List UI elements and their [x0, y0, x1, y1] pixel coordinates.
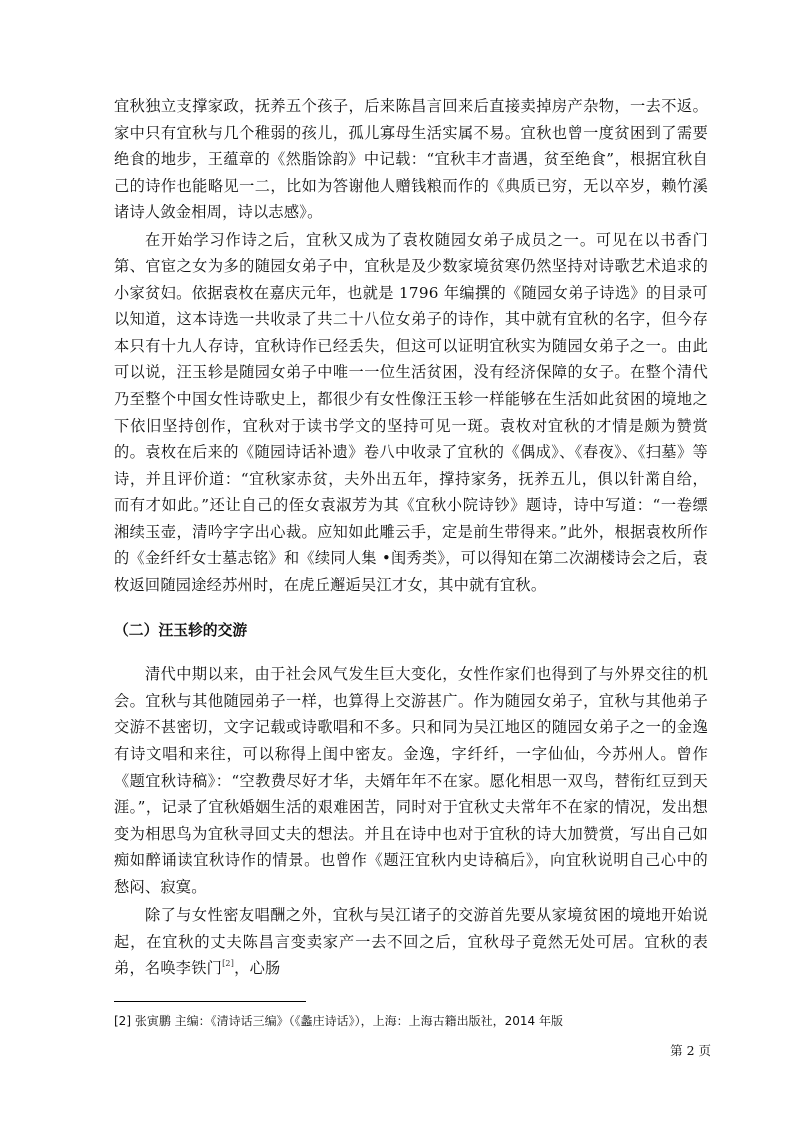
- footnote: [2] 张寅鹏 主编：《清诗话三编》（《蠡庄诗话》），上海：上海古籍出版社，2014 年版: [114, 1014, 563, 1028]
- paragraph-4-text: 除了与女性密友唱酬之外，宜秋与吴江诸子的交游首先要从家境贫困的境地开始说起，在宜秋的丈夫陈昌言变卖家产一去不回之后，宜秋母子竟然无处可居。宜秋的表弟，名唤李铁门: [114, 906, 708, 978]
- section-heading: （二）汪玉轸的交游: [114, 622, 248, 640]
- footnote-divider: [114, 1001, 306, 1002]
- body-text: [114, 93, 708, 982]
- paragraph-1: 宜秋独立支撑家政，抚养五个孩子，后来陈昌言回来后直接卖掉房产杂物，一去不返。家中只有宜秋与几个稚弱的孩儿，孤儿寡母生活实属不易。宜秋也曾一度贫困到了需要绝食的地步，王蕴章的《然脂馀韵》中记载：“宜秋丰才啬遇，贫至绝食”，根据宜秋自己的诗作也能略见一二，比如为答谢他人赠钱粮而作的《典质已穷，无以卒岁，赖竹溪诸诗人敛金相周，诗以志感》。: [114, 97, 708, 222]
- paragraph-4-tail: ，心肠: [234, 959, 281, 978]
- page-number: 第 2 页: [670, 1043, 711, 1058]
- paragraph-4: [114, 902, 708, 982]
- paragraph-3: 清代中期以来，由于社会风气发生巨大变化，女性作家们也得到了与外界交往的机会。宜秋与其他随园弟子一样，也算得上交游甚广。作为随园女弟子，宜秋与其他弟子交游不甚密切，文字记载或诗歌唱和不多。只和同为吴江地区的随园女弟子之一的金逸有诗文唱和来往，可以称得上闺中密友。金逸，字纤纤，一字仙仙，今苏州人。曾作《题宜秋诗稿》：“空教费尽好才华，夫婿年年不在家。愿化相思一双鸟，替衔红豆到天涯。”，记录了宜秋婚姻生活的艰难困苦，同时对于宜秋丈夫常年不在家的情况，发出想变为相思鸟为宜秋寻回丈夫的想法。并且在诗中也对于宜秋的诗大加赞赏，写出自己如痴如醉诵读宜秋诗作的情景。也曾作《题汪宜秋内史诗稿后》，向宜秋说明自己心中的愁闷、寂寞。: [114, 665, 708, 896]
- footnote-reference[interactable]: [2]: [222, 959, 235, 969]
- paragraph-2: 在开始学习作诗之后，宜秋又成为了袁枚随园女弟子成员之一。可见在以书香门第、官宦之女为多的随园女弟子中，宜秋是及少数家境贫寒仍然坚持对诗歌艺术追求的小家贫妇。依据袁枚在嘉庆元年，也就是 1796 年编撰的《随园女弟子诗选》的目录可以知道，这本诗选一共收录了共二十八位女弟子的诗作，其中就有宜秋的名字，但今存本只有十九人存诗，宜秋诗作已经丢失，但这可以证明宜秋实为随园女弟子之一。由此可以说，汪玉轸是随园女弟子中唯一一位生活贫困，没有经济保障的女子。在整个清代乃至整个中国女性诗歌史上，都很少有女性像汪玉轸一样能够在生活如此贫困的境地之下依旧坚持创作，宜秋对于读书学文的坚持可见一斑。袁枚对宜秋的才情是颇为赞赏的。袁枚在后来的《随园诗话补遗》卷八中收录了宜秋的《偶成》、《春夜》、《扫墓》等诗，并且评价道：“宜秋家赤贫，夫外出五年，撑持家务，抚养五儿，俱以针黹自给，而有才如此。”还让自己的侄女袁淑芳为其《宜秋小院诗钞》题诗，诗中写道：“一卷缥湘续玉壶，清吟字字出心裁。应知如此雕云手，定是前生带得来。”此外，根据袁枚所作的《金纤纤女士墓志铭》和《续同人集 •闺秀类》，可以得知在第二次湖楼诗会之后，袁枚返回随园途经苏州时，在虎丘邂逅吴江才女，其中就有宜秋。: [114, 230, 708, 594]
